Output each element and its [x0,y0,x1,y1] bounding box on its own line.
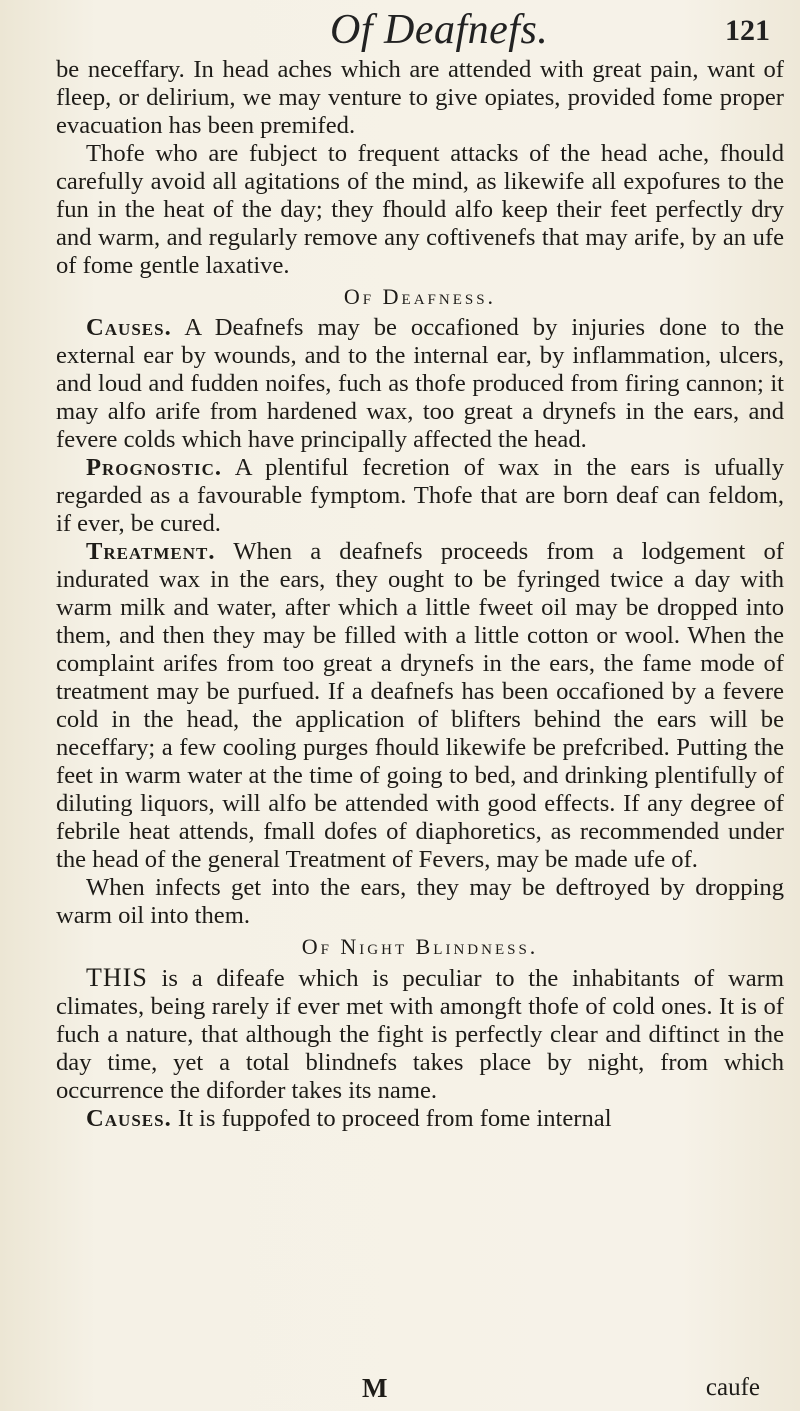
paragraph-deafness-causes [56,314,784,454]
intro-text: is a difeafe which is peculiar to the inhabitants of warm climates, being rarely if ever met with amongft thofe of cold ones. It is of fuch a nature, that although the fight is perfectly clear and diftinct in the day time, yet a total blindnefs takes place by night, from which occurrence the diforder takes its name. [56,965,784,1104]
paragraph-deafness-treatment [56,538,784,874]
prognostic-label: Prognostic. [86,454,223,481]
signature-mark: M [362,1373,388,1403]
causes-text: It is fuppofed to proceed from fome internal [177,1105,612,1132]
section-heading-night-blindness: Of Night Blindness. [301,934,539,959]
paragraph-head-ache-opiates: be neceffary. In head aches which are attended with great pain, want of fleep, or delirium, we may venture to give opiates, provided fome proper evacuation has been premifed. [56,56,784,139]
page-number: 121 [725,14,770,47]
paragraph-deafness-prognostic [56,454,784,538]
catchword: caufe [705,1374,760,1401]
paragraph-deafness-insects: When infects get into the ears, they may be deftroyed by dropping warm oil into them. [56,874,784,929]
causes-label: Causes. [86,314,172,341]
running-title: Of Deafnefs. [330,7,549,53]
paragraph-head-ache-prevention: Thofe who are fubject to frequent attacks of the head ache, fhould carefully avoid all agitations of the mind, as likewife all expofures to the fun in the heat of the day; they fhould alfo keep their feet perfectly dry and warm, and regularly remove any coftivenefs that may arife, by an ufe of fome gentle laxative. [56,140,784,279]
treatment-text: When a deafnefs proceeds from a lodgement of indurated wax in the ears, they ought to be fyringed twice a day with warm milk and water, after which a little fweet oil may be dropped into them, and then they may be filled with a little cotton or wool. When the complaint arifes from too great a drynefs in the ears, the fame mode of treatment may be purfued. If a deafnefs has been occafioned by a fevere cold in the head, the application of blifters behind the ears will be neceffary; a few cooling purges fhould likewife be prefcribed. Putting the feet in warm water at the time of going to bed, and drinking plentifully of diluting liquors, will alfo be attended with good effects. If any degree of febrile heat attends, fmall dofes of diaphoretics, as recommended under the head of the general Treatment of Fevers, may be made ufe of. [56,538,784,873]
treatment-label: Treatment. [86,538,216,565]
paragraph-night-blindness-causes [56,1105,784,1133]
opening-word: THIS [86,963,148,992]
page-body [56,56,785,1403]
prognostic-text: A plentiful fecretion of wax in the ears is ufually regarded as a favourable fymptom. Thofe that are born deaf can feldom, if ever, be cured. [56,454,785,537]
section-heading-deafness: Of Deafness. [343,284,497,309]
paragraph-night-blindness-intro [56,964,784,1105]
causes-text: A Deafnefs may be occafioned by injuries done to the external ear by wounds, and to the internal ear, by inflammation, ulcers, and loud and fudden noifes, fuch as thofe produced from firing cannon; it may alfo arife from hardened wax, too great a drynefs in the ears, and fevere colds which have principally affected the head. [56,314,784,453]
causes-label: Causes. [86,1105,172,1132]
page-header [0,2,800,62]
